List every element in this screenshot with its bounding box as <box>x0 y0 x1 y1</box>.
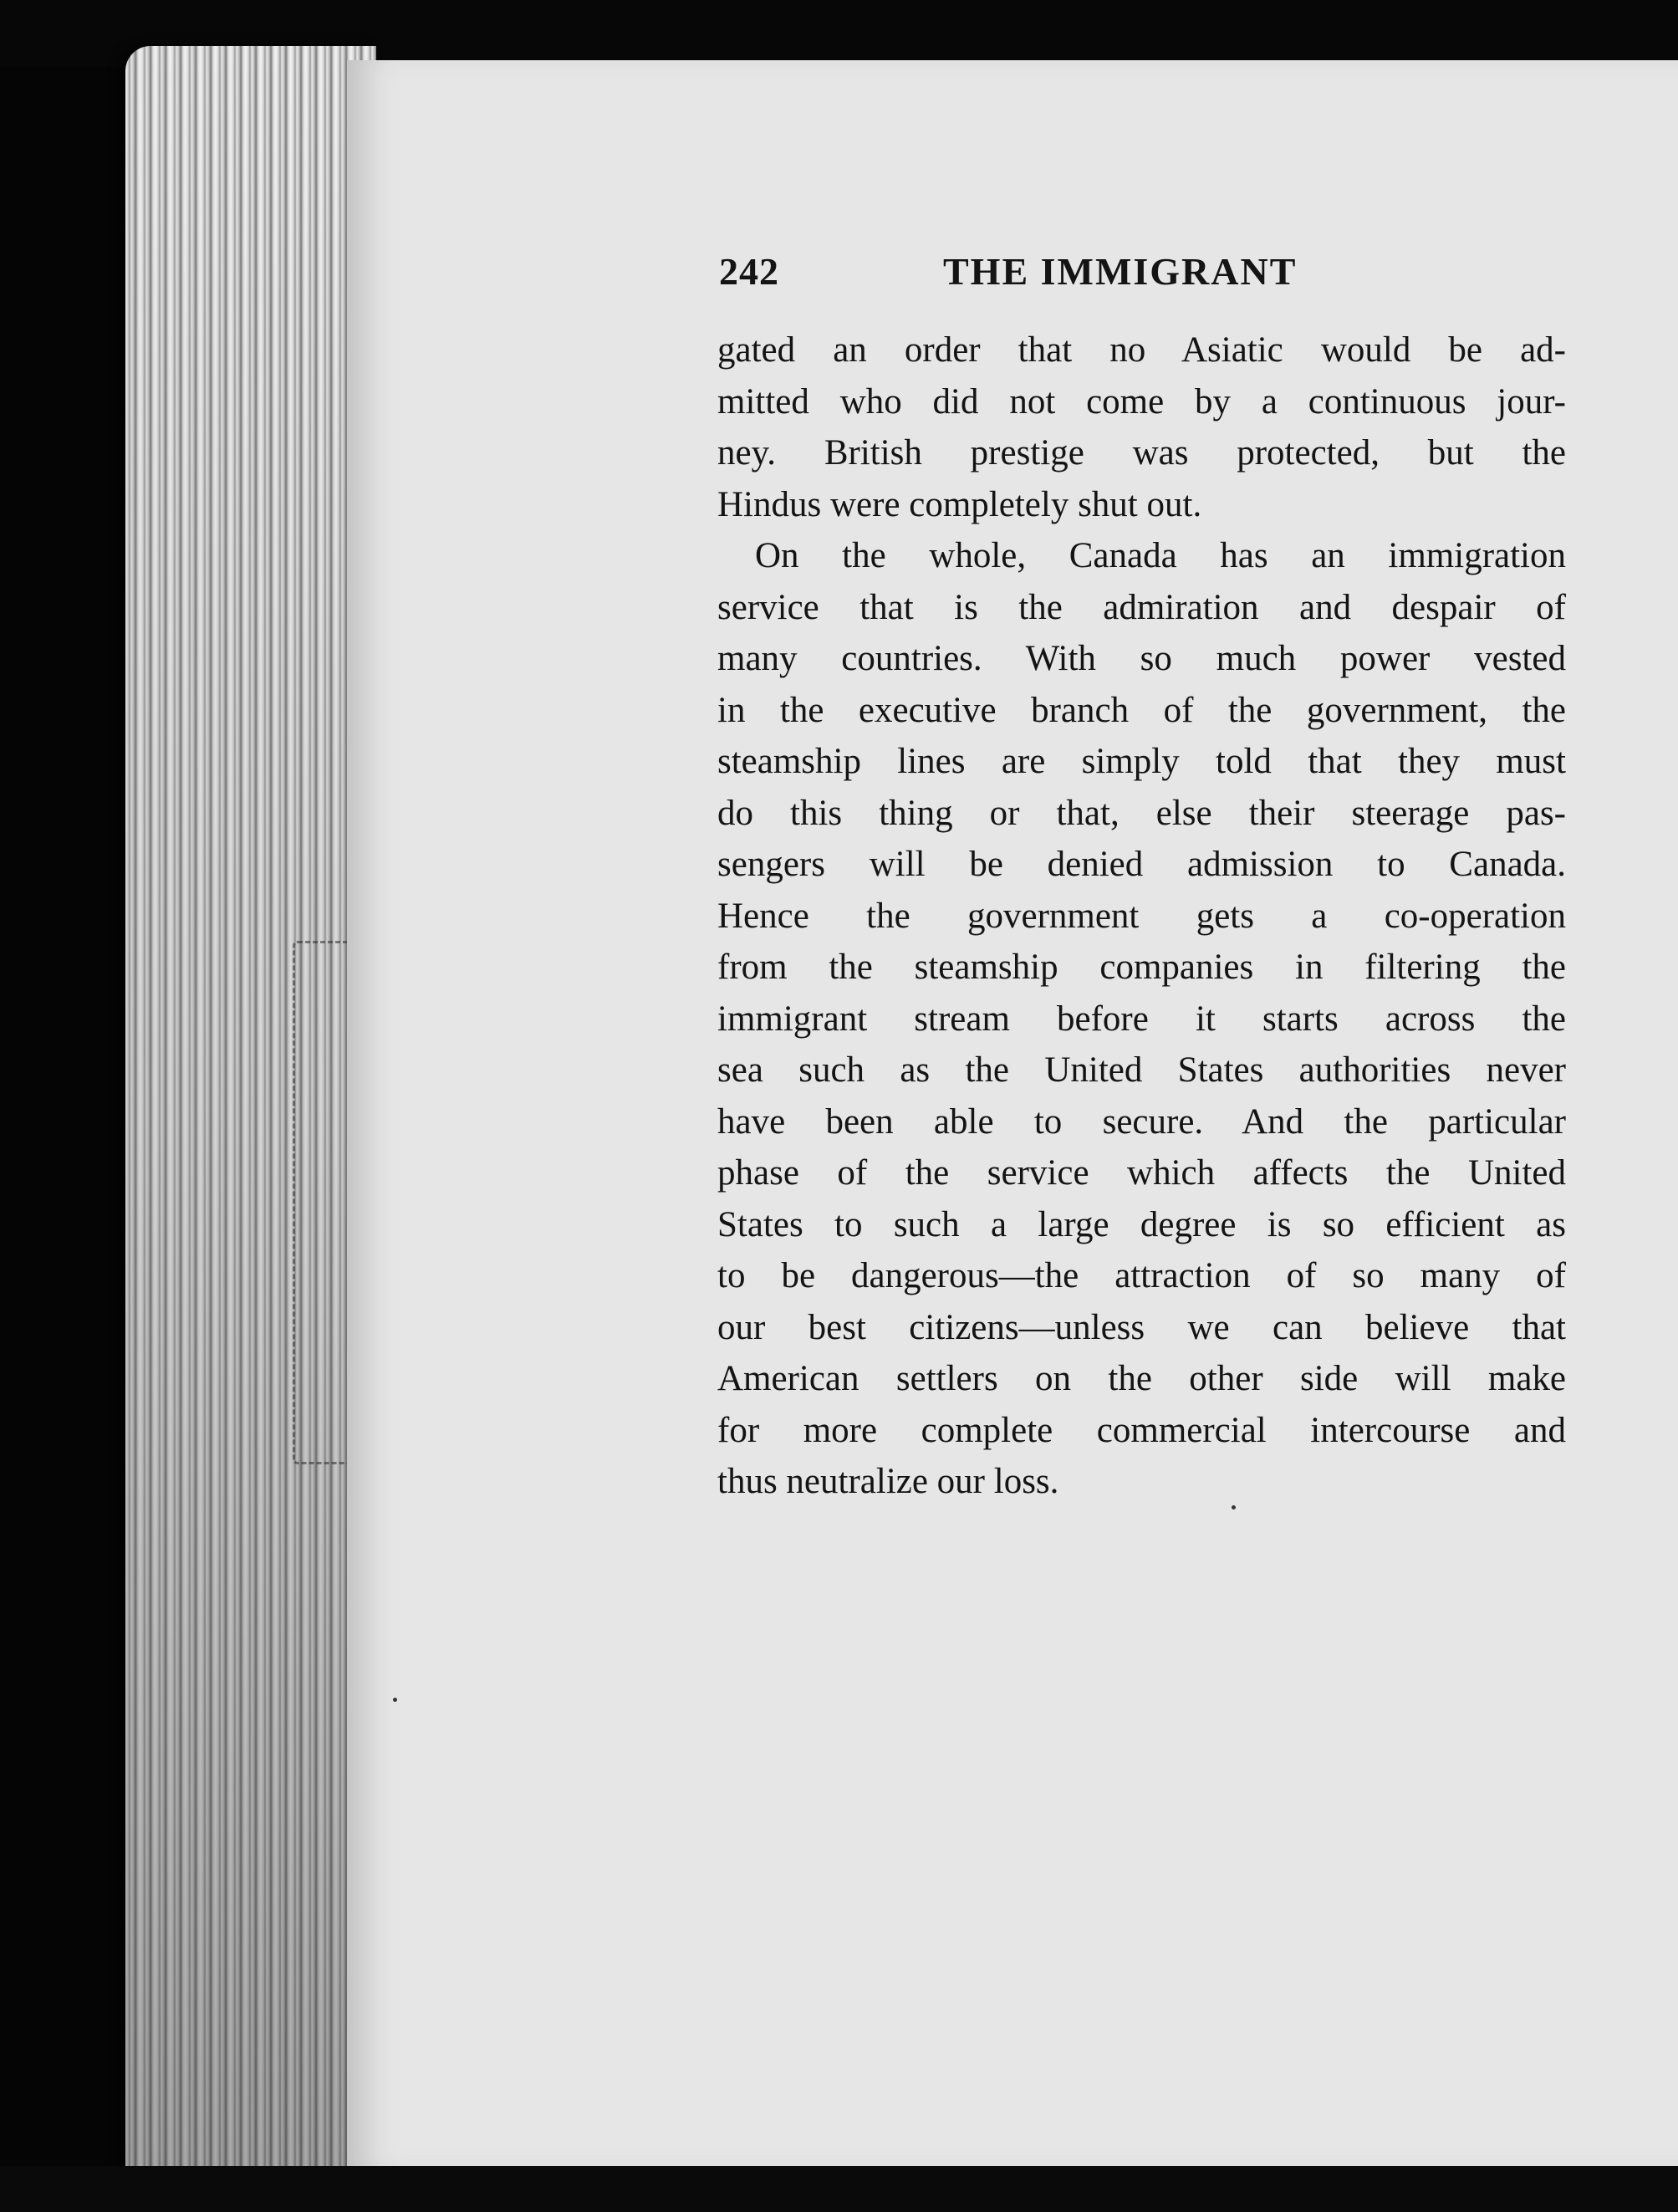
text-line: sengers will be denied admission to Canada. <box>717 845 1566 884</box>
text-line: thus neutralize our loss. <box>717 1462 1059 1501</box>
text-line: for more complete commercial intercourse and <box>717 1410 1566 1450</box>
text-line: to be dangerous—the attraction of so many of <box>717 1256 1566 1295</box>
text-line: steamship lines are simply told that they must <box>717 742 1566 781</box>
book-page-edges <box>125 46 376 2187</box>
text-line: in the executive branch of the government, the <box>717 690 1566 730</box>
text-line: sea such as the United States authorities never <box>717 1050 1566 1090</box>
text-line: do this thing or that, else their steerage pas- <box>717 793 1566 833</box>
scan-speck <box>393 1698 397 1702</box>
text-line: Hence the government gets a co-operation <box>717 896 1566 936</box>
page-header <box>719 249 1555 299</box>
text-line: have been able to secure. And the particular <box>717 1101 1566 1142</box>
scan-bottom-border <box>0 2166 1678 2212</box>
text-line: our best citizens—unless we can believe that <box>717 1307 1566 1347</box>
text-line: many countries. With so much power vested <box>717 639 1566 678</box>
text-line: American settlers on the other side will make <box>717 1359 1566 1398</box>
text-line: ney. British prestige was protected, but the <box>717 433 1566 473</box>
running-head: THE IMMIGRANT <box>943 250 1298 293</box>
body-text <box>717 324 1566 1508</box>
text-line: On the whole, Canada has an immigration <box>755 536 1566 575</box>
page-number: 242 <box>719 250 779 293</box>
text-line: gated an order that no Asiatic would be ad- <box>717 330 1566 370</box>
text-line: immigrant stream before it starts across the <box>717 999 1566 1039</box>
text-line: mitted who did not come by a continuous jour- <box>717 381 1566 421</box>
text-line: phase of the service which affects the United <box>717 1153 1566 1193</box>
text-line: Hindus were completely shut out. <box>717 484 1202 524</box>
scan-speck <box>1232 1505 1236 1510</box>
text-line: from the steamship companies in filtering the <box>717 948 1566 987</box>
text-line: service that is the admiration and despair of <box>717 587 1566 627</box>
text-line: States to such a large degree is so efficient as <box>717 1204 1566 1244</box>
